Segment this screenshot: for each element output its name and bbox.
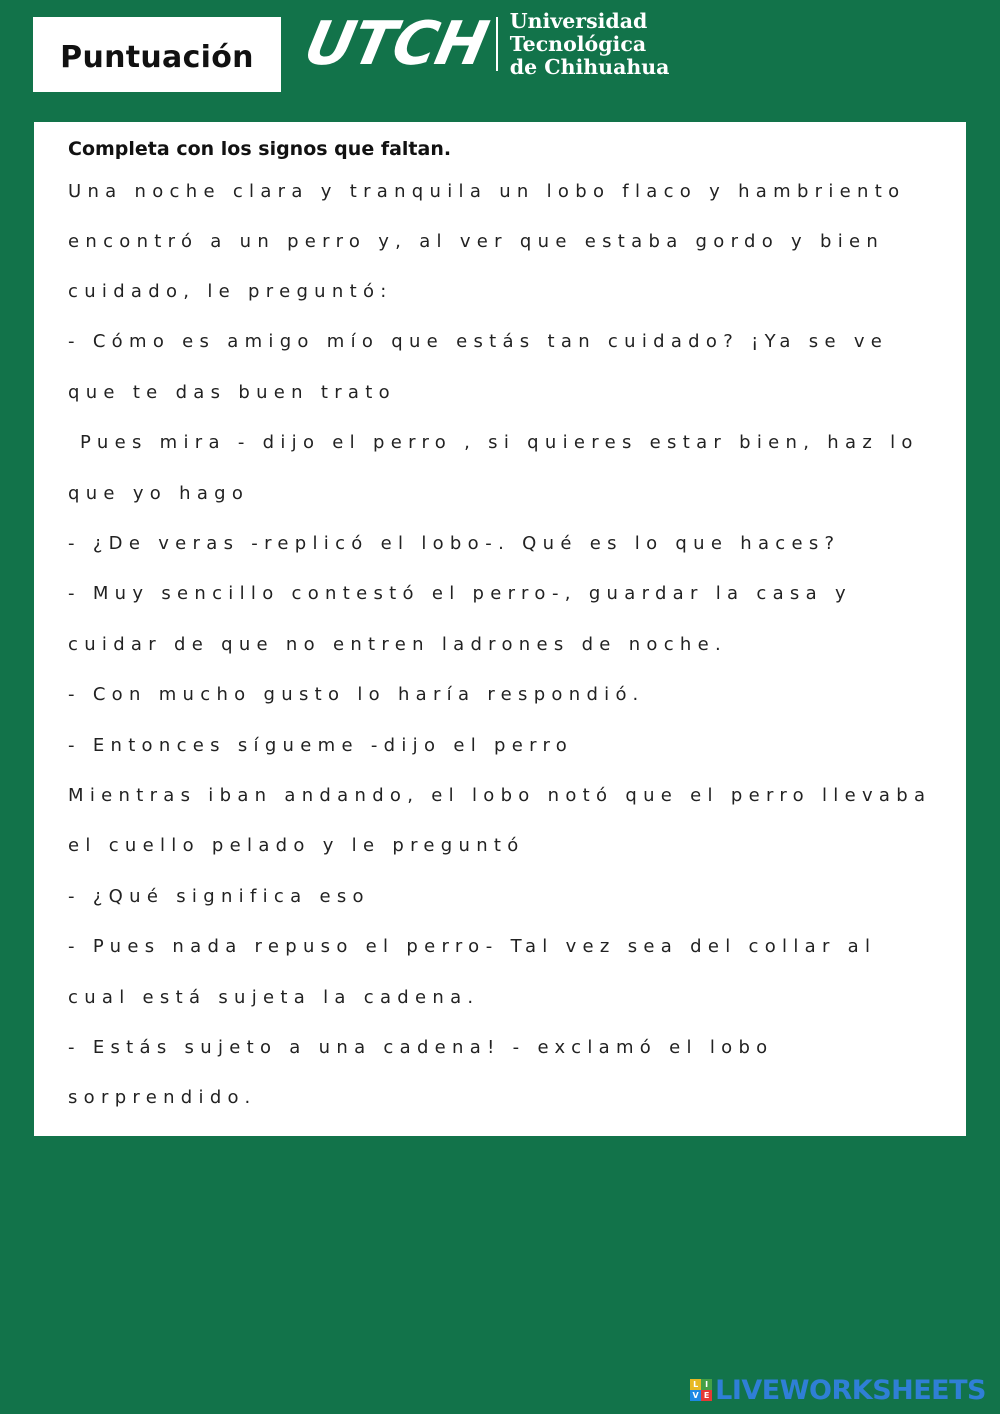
liveworksheets-wordmark: LIVEWORKSHEETS [715,1374,986,1406]
text-line: - ¿Qué significa eso [68,886,370,907]
text-line: - Estás sujeto a una cadena! - exclamó el lobo [68,1037,774,1058]
text-line: cual está sujeta la cadena. [68,987,480,1008]
instruction-text: Completa con los signos que faltan. [68,138,452,160]
text-line: - Con mucho gusto lo haría respondió. [68,684,645,705]
text-line: sorprendido. [68,1087,257,1108]
text-line: cuidar de que no entren ladrones de noche. [68,634,728,655]
worksheet-card [34,122,966,1136]
university-name-line-2: de Chihuahua [509,54,670,79]
badge-letter: E [701,1390,712,1401]
text-line: que yo hago [68,483,250,504]
text-line: el cuello pelado y le preguntó [68,835,525,856]
text-line: Mientras iban andando, el lobo notó que el perro llevaba [68,785,932,806]
liveworksheets-logo[interactable] [690,1376,986,1404]
logo-divider [496,17,498,71]
text-line: Pues mira - dijo el perro , si quieres estar bien, haz lo [68,432,919,453]
text-line: Una noche clara y tranquila un lobo flaco y hambriento [68,181,906,202]
text-line: - Pues nada repuso el perro- Tal vez sea del collar al [68,936,877,957]
page-title: Puntuación [60,40,254,75]
utch-logo-mark: UTCH [298,9,494,79]
text-line: encontró a un perro y, al ver que estaba gordo y bien [68,231,885,252]
utch-logo [298,8,770,79]
title-box [33,17,281,92]
text-line: - ¿De veras -replicó el lobo-. Qué es lo que haces? [68,533,841,554]
badge-letter: L [690,1379,701,1390]
text-line: cuidado, le preguntó: [68,281,393,302]
liveworksheets-badge-icon [690,1379,712,1401]
text-line: - Entonces sígueme -dijo el perro [68,735,574,756]
university-name-line-1: Universidad Tecnológica [509,8,648,56]
text-line: que te das buen trato [68,382,396,403]
university-name [510,10,770,79]
badge-letter: I [701,1379,712,1390]
text-line: - Muy sencillo contestó el perro-, guardar la casa y [68,583,852,604]
badge-letter: V [690,1390,701,1401]
text-line: - Cómo es amigo mío que estás tan cuidado? ¡Ya se ve [68,331,889,352]
